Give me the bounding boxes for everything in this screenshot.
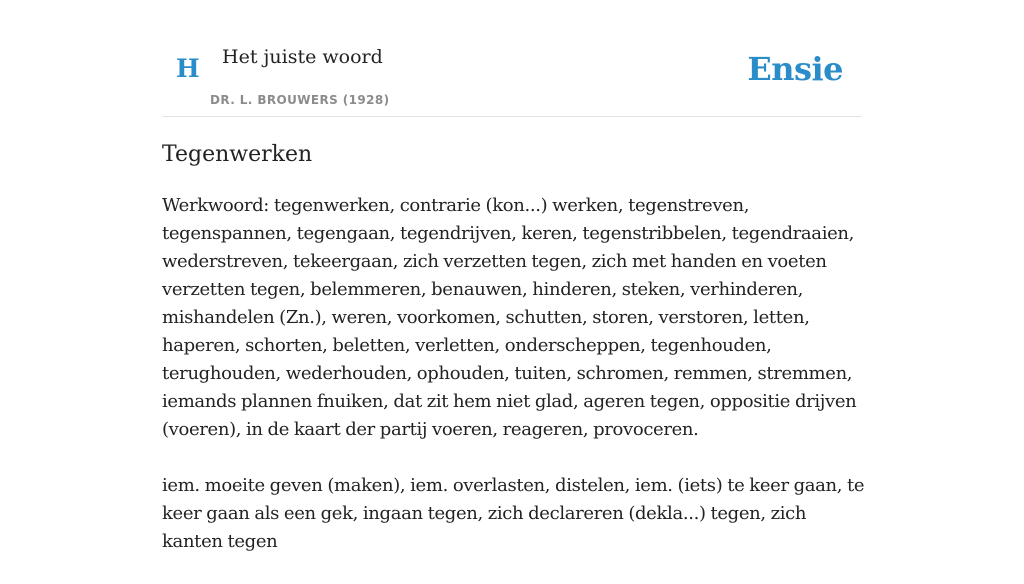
entry-content: [162, 138, 870, 584]
brand-logo[interactable]: Ensie: [747, 50, 843, 88]
book-author: DR. L. BROUWERS (1928): [210, 93, 390, 107]
book-header: [162, 0, 862, 117]
book-logo-letter[interactable]: H: [176, 54, 200, 83]
book-title-link[interactable]: Het juiste woord: [222, 46, 383, 68]
entry-title: Tegenwerken: [162, 142, 313, 167]
entry-paragraph: iem. moeite geven (maken), iem. overlasten, distelen, iem. (iets) te keer gaan, te keer gaan als een gek, ingaan tegen, zich declareren (dekla...) tegen, zich kanten tegen: [162, 475, 865, 552]
entry-paragraph: Werkwoord: tegenwerken, contrarie (kon...) werken, tegenstreven, tegenspannen, tegengaan, tegendrijven, keren, tegenstribbelen, tegendraaien, wederstreven, tekeergaan, zich verzetten tegen, zich met handen en voeten verzetten tegen, belemmeren, benauwen, hinderen, steken, verhinderen, mishandelen (Zn.), weren, voorkomen, schutten, storen, verstoren, letten, haperen, schorten, beletten, verletten, onderscheppen, tegenhouden, terughouden, wederhouden, ophouden, tuiten, schromen, remmen, stremmen, iemands plannen fnuiken, dat zit hem niet glad, ageren tegen, oppositie drijven (voeren), in de kaart der partij voeren, reageren, provoceren.: [162, 195, 857, 440]
